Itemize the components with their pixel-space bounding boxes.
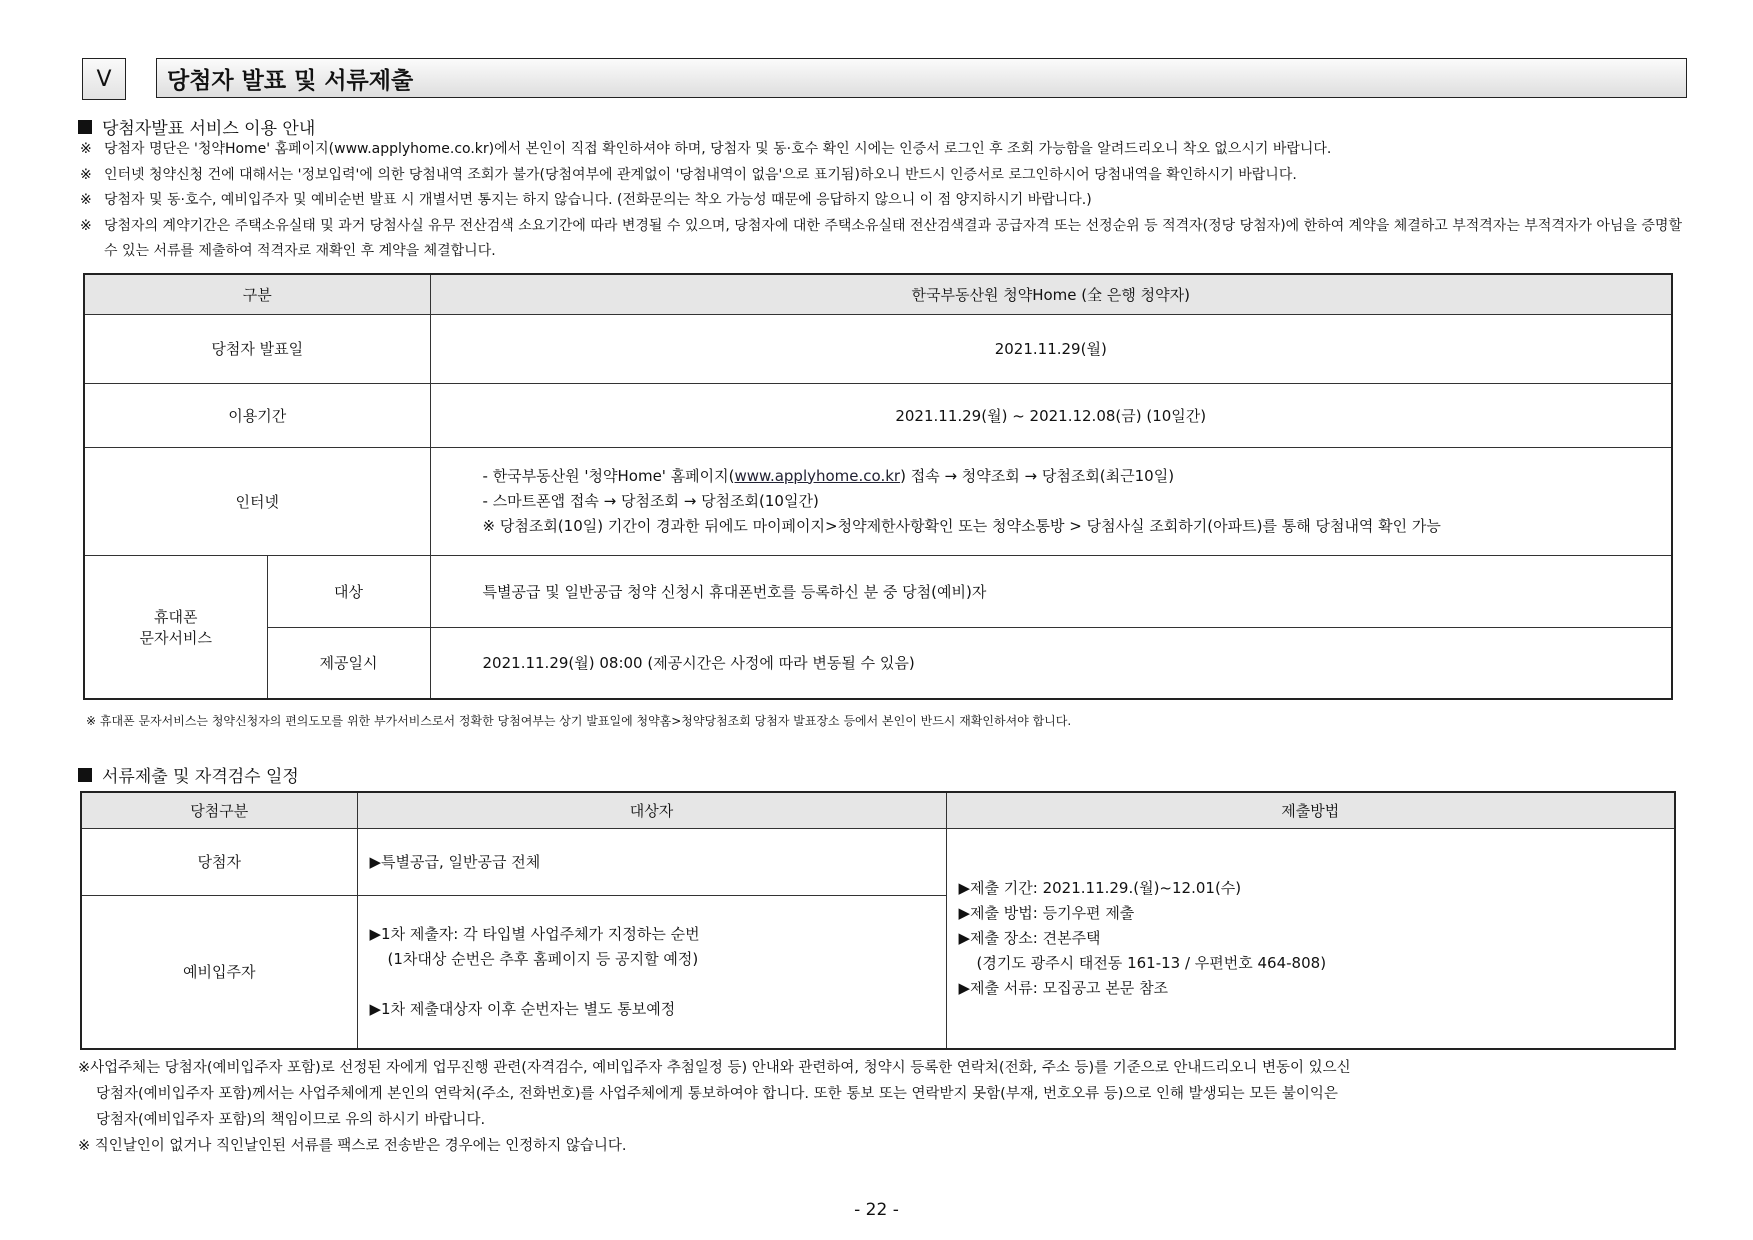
- period-label: 이용기간: [84, 383, 430, 447]
- section-header: [82, 58, 1687, 102]
- method-value: ▶제출 기간: 2021.11.29.(월)~12.01(수) ▶제출 방법: 등기우편 제출 ▶제출 장소: 견본주택 (경기도 광주시 태전동 161-13 / 우편번호 464-808) ▶제출 서류: 모집공고 본문 참조: [946, 828, 1675, 1049]
- documents-notes: ※사업주체는 당첨자(예비입주자 포함)로 선정된 자에게 업무진행 관련(자격검수, 예비입주자 추첨일정 등) 안내와 관련하여, 청약시 등록한 연락처(전화, 주소 등)를 기준으로 안내드리오니 변동이 있으신 당첨자(예비입주자 포함)께서는 사업주체에게 본인의 연락처(주소, 전화번호)를 사업주체에게 통보하여야 합니다. 또한 통보 또는 연락받지 못함(부재, 번호오류 등)으로 인해 발생되는 모든 불이익은 당첨자(예비입주자 포함)의 책임이므로 유의 하시기 바랍니다. ※ 직인날인이 없거나 직인날인된 서류를 팩스로 전송받은 경우에는 인정하지 않습니다.: [78, 1060, 1351, 1154]
- period-value: 2021.11.29(월) ~ 2021.12.08(금) (10일간): [430, 383, 1672, 447]
- header-type: 당첨구분: [81, 792, 357, 828]
- note-4: ※ 당첨자의 계약기간은 주택소유실태 및 과거 당첨사실 유무 전산검색 소요기간에 따라 변경될 수 있으며, 당첨자에 대한 주택소유실태 전산검색결과 공급자격 또는 선정순위 등 적격자(정당 당첨자)에 한하여 계약을 체결하고 부적격자는 부적격자가 아님을 증명할 수 있는 서류를 제출하여 적격자로 재확인 후 계약을 체결합니다.: [80, 217, 1682, 259]
- note-1: ※ 당첨자 명단은 '청약Home' 홈페이지(www.applyhome.co.kr)에서 본인이 직접 확인하셔야 하며, 당첨자 및 동·호수 확인 시에는 인증서 로그인 후 조회 가능함을 알려드리오니 착오 없으시기 바랍니다.: [80, 141, 1332, 157]
- service-heading-text: 당첨자발표 서비스 이용 안내: [102, 119, 316, 139]
- announcement-table: [83, 273, 1673, 700]
- header-method: 제출방법: [946, 792, 1675, 828]
- table-header-row: [81, 792, 1675, 828]
- documents-heading-text: 서류제출 및 자격검수 일정: [102, 767, 299, 787]
- table-row: [81, 828, 1675, 895]
- service-heading: [78, 114, 315, 139]
- sms-note: ※ 휴대폰 문자서비스는 청약신청자의 편의도모를 위한 부가서비스로서 정확한 당첨여부는 상기 발표일에 청약홈>청약당첨조회 당첨자 발표장소 등에서 본인이 반드시 재확인하셔야 합니다.: [86, 714, 1072, 728]
- internet-label: 인터넷: [84, 447, 430, 555]
- table-row: [84, 555, 1672, 627]
- header-applyhome: 한국부동산원 청약Home (全 은행 청약자): [430, 274, 1672, 314]
- header-category: 구분: [84, 274, 430, 314]
- note-3: ※ 당첨자 및 동·호수, 예비입주자 및 예비순번 발표 시 개별서면 통지는 하지 않습니다. (전화문의는 착오 가능성 때문에 응답하지 않으니 이 점 양지하시기 바랍니다.): [80, 192, 1092, 208]
- page-number: - 22 -: [854, 1200, 899, 1220]
- announce-date-label: 당첨자 발표일: [84, 314, 430, 383]
- internet-value: - 한국부동산원 '청약Home' 홈페이지(www.applyhome.co.kr) 접속 → 청약조회 → 당첨조회(최근10일) - 스마트폰앱 접속 → 당첨조회 → 당첨조회(10일간) ※ 당첨조회(10일) 기간이 경과한 뒤에도 마이페이지>청약제한사항확인 또는 청약소통방 > 당첨사실 조회하기(아파트)를 통해 당첨내역 확인 가능: [430, 447, 1672, 555]
- square-bullet-icon: [78, 120, 92, 134]
- documents-table: [80, 791, 1676, 1050]
- table-row: [84, 314, 1672, 383]
- target-value: 특별공급 및 일반공급 청약 신청시 휴대폰번호를 등록하신 분 중 당첨(예비)자: [430, 555, 1672, 627]
- announce-date-value: 2021.11.29(월): [430, 314, 1672, 383]
- section-number: V: [82, 58, 126, 100]
- time-value: 2021.11.29(월) 08:00 (제공시간은 사정에 따라 변동될 수 있음): [430, 627, 1672, 699]
- documents-heading: [78, 762, 299, 787]
- note-2: ※ 인터넷 청약신청 건에 대해서는 '정보입력'에 의한 당첨내역 조회가 불가(당첨여부에 관계없이 '당첨내역이 없음'으로 표기됨)하오니 반드시 인증서로 로그인하시어 당첨내역을 확인하시기 바랍니다.: [80, 166, 1297, 183]
- square-bullet-icon: [78, 768, 92, 782]
- reserve-target: ▶1차 제출자: 각 타입별 사업주체가 지정하는 순번 (1차대상 순번은 추후 홈페이지 등 공지할 예정) ▶1차 제출대상자 이후 순번자는 별도 통보예정: [357, 895, 946, 1049]
- table-header-row: [84, 274, 1672, 314]
- reserve-label: 예비입주자: [81, 895, 357, 1049]
- header-target: 대상자: [357, 792, 946, 828]
- table-row: [84, 447, 1672, 555]
- sms-label: 휴대폰 문자서비스: [84, 555, 267, 699]
- winner-label: 당첨자: [81, 828, 357, 895]
- target-label: 대상: [267, 555, 430, 627]
- time-label: 제공일시: [267, 627, 430, 699]
- service-notes: [80, 137, 1690, 265]
- winner-target: ▶특별공급, 일반공급 전체: [357, 828, 946, 895]
- applyhome-link[interactable]: www.applyhome.co.kr: [734, 466, 901, 485]
- table-row: [84, 627, 1672, 699]
- table-row: [84, 383, 1672, 447]
- section-title: 당첨자 발표 및 서류제출: [156, 58, 1687, 98]
